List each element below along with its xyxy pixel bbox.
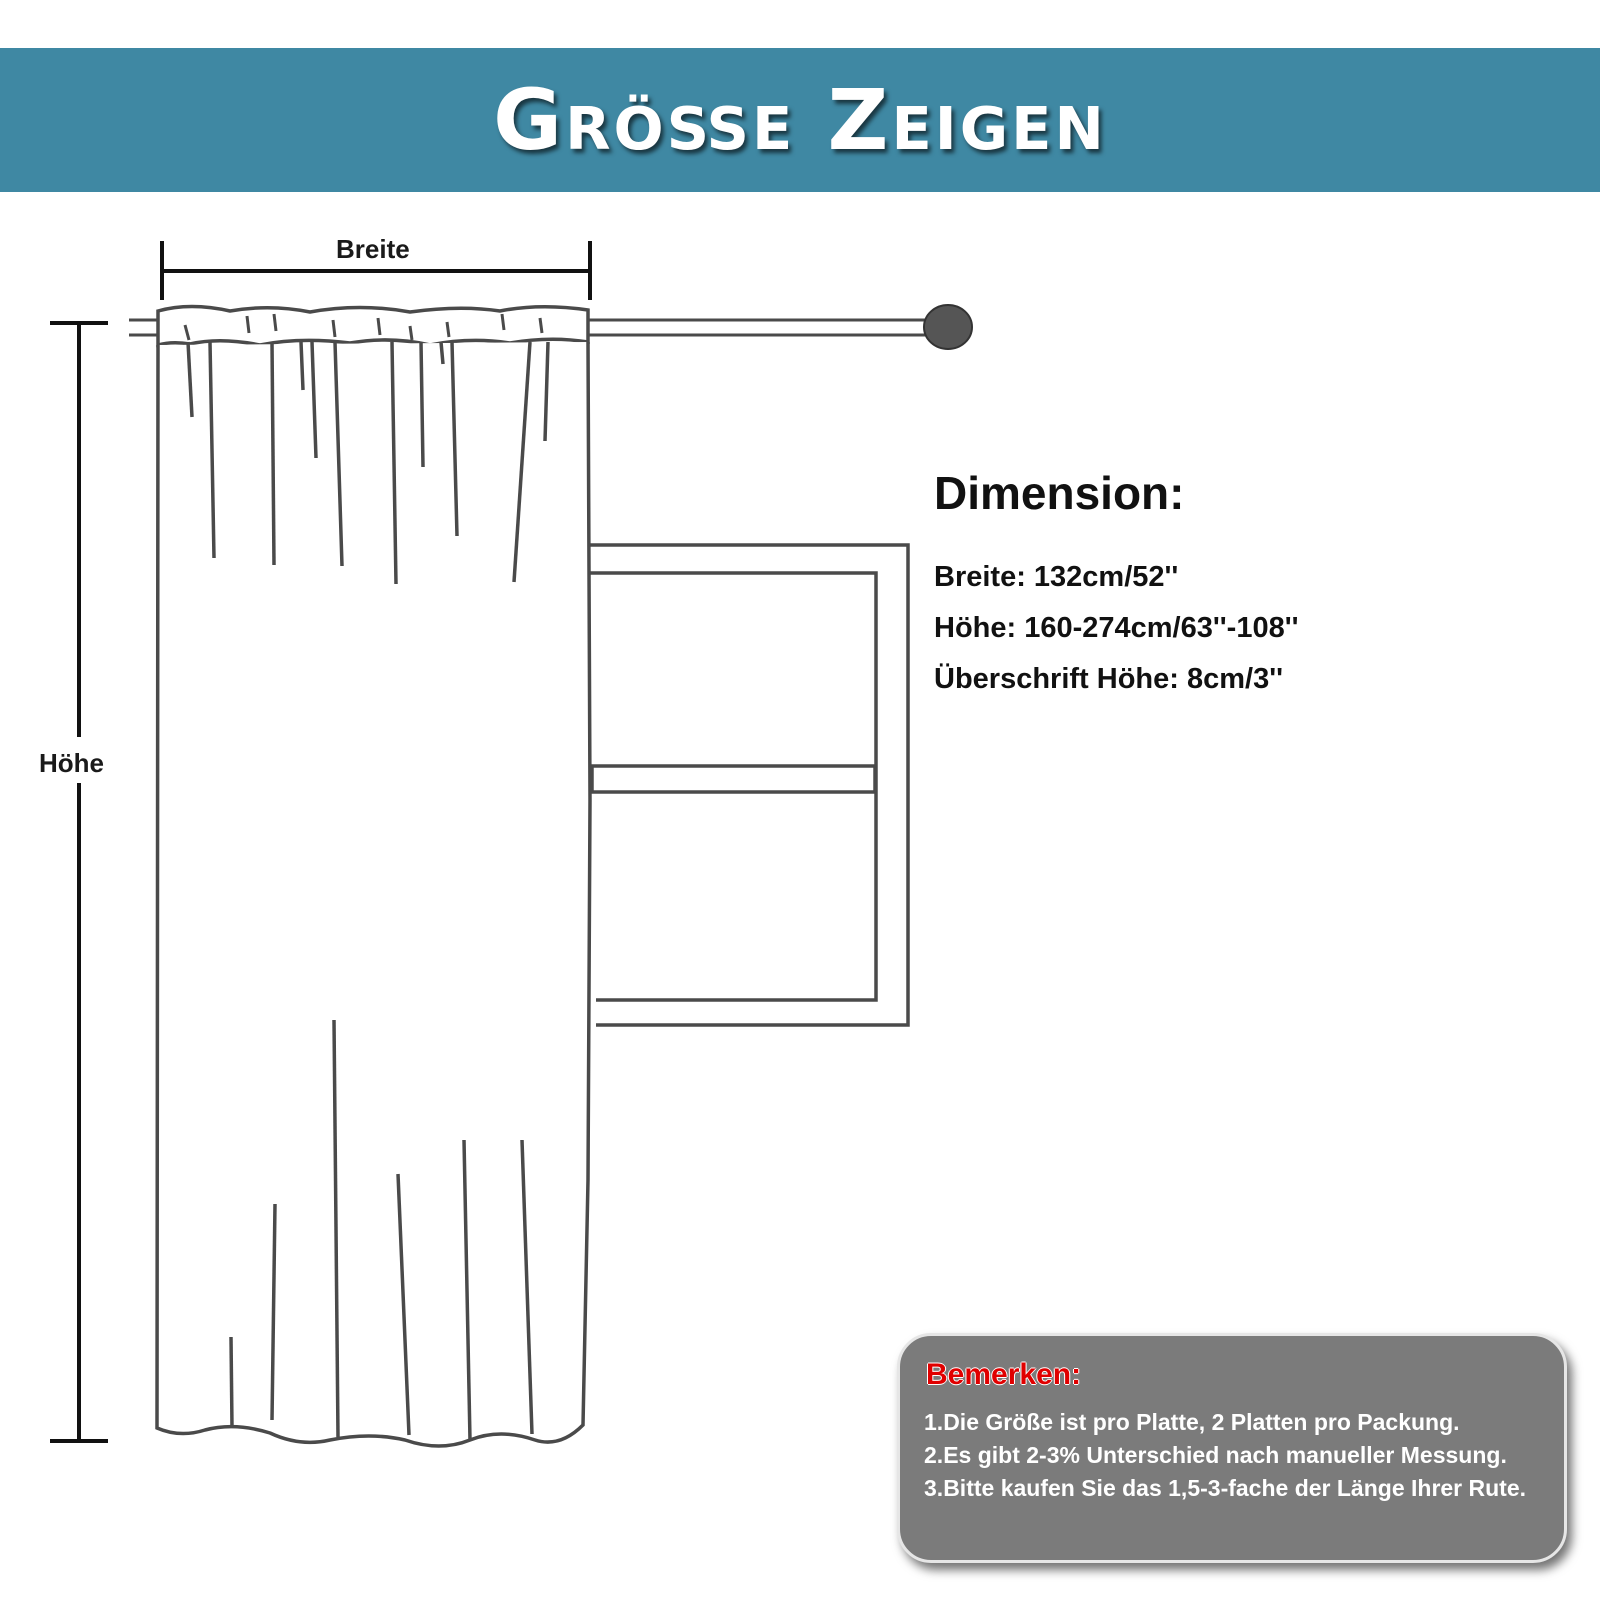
note-item	[924, 1443, 1554, 1468]
note-text: Bitte kaufen Sie das 1,5-3-fache der Länge Ihrer Rute.	[943, 1475, 1527, 1501]
note-number: 3.	[924, 1475, 944, 1501]
dimension-spec	[934, 466, 1554, 713]
page-title: Größe Zeigen	[493, 71, 1107, 169]
notes-box	[897, 1333, 1567, 1563]
note-number: 1.	[924, 1409, 944, 1435]
note-text: Die Größe ist pro Platte, 2 Platten pro Packung.	[943, 1409, 1460, 1435]
dimension-title: Dimension:	[934, 467, 1185, 519]
notes-title: Bemerken:	[926, 1358, 1082, 1391]
dimension-height: Höhe: 160-274cm/63''-108''	[934, 612, 1299, 644]
dimension-header-height: Überschrift Höhe: 8cm/3''	[934, 663, 1283, 695]
dimension-width: Breite: 132cm/52''	[934, 561, 1179, 593]
window-frame	[588, 545, 908, 1025]
notes-list	[924, 1410, 1554, 1509]
note-item	[924, 1476, 1554, 1501]
note-text: Es gibt 2-3% Unterschied nach manueller Messung.	[943, 1442, 1507, 1468]
note-number: 2.	[924, 1442, 944, 1468]
rod-finial	[924, 305, 972, 349]
note-item	[924, 1410, 1554, 1435]
height-dimension-line	[50, 323, 108, 1441]
curtain-header	[158, 307, 588, 346]
width-label: Breite	[336, 234, 410, 264]
height-label: Höhe	[39, 748, 104, 778]
